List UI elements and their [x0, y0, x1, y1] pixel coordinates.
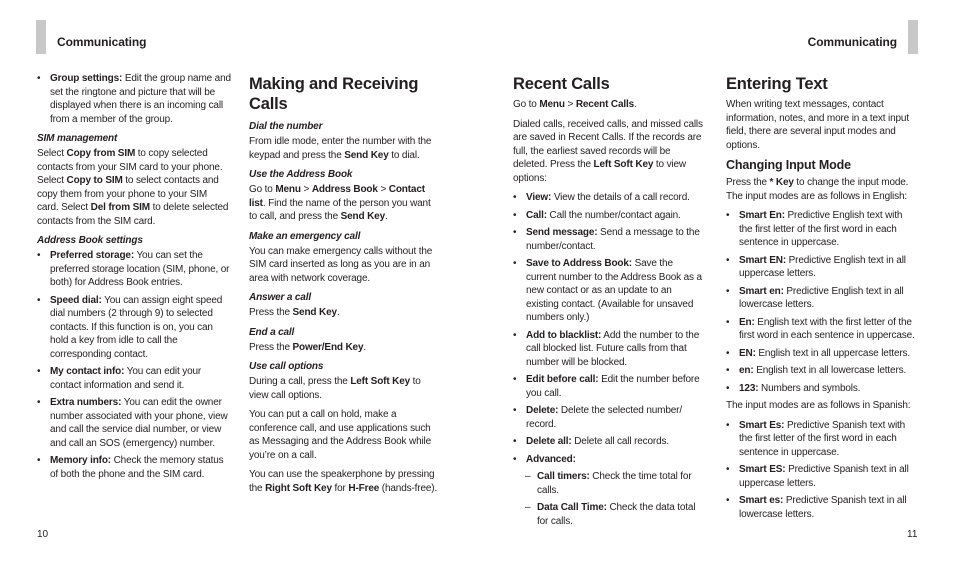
- bullet-item: [726, 316, 918, 343]
- text-run: >: [377, 184, 389, 195]
- bullet-list: [37, 72, 231, 126]
- bullet-list: [513, 191, 705, 528]
- bullet-item: [37, 396, 231, 450]
- item-description: Check the memory status of both the phone and the SIM card.: [50, 455, 224, 480]
- text-run: The input modes are as follows in Spanish:: [726, 400, 911, 411]
- paragraph: [726, 176, 918, 203]
- topic-heading: Use call options: [249, 361, 324, 372]
- item-term: Delete all:: [526, 436, 572, 447]
- paragraph: [249, 341, 439, 355]
- key-term: Send Key: [340, 211, 385, 222]
- item-term: Add to blacklist:: [526, 329, 602, 341]
- item-term: Smart es:: [739, 495, 784, 506]
- item-description: Predictive Spanish text in all uppercase letters.: [739, 464, 909, 489]
- bullet-item: [513, 453, 705, 467]
- item-description: Edit the number before you call.: [526, 374, 700, 399]
- bullet-item: [513, 209, 705, 223]
- text-run: Press the: [249, 341, 293, 353]
- bullet-item: [726, 285, 918, 312]
- item-description: English text in all lowercase letters.: [753, 365, 907, 376]
- bullet-item: [726, 382, 918, 396]
- bullet-item: [726, 347, 918, 361]
- text-run: >: [300, 184, 312, 195]
- bullet-item: [513, 404, 705, 431]
- text-run: to view options:: [513, 159, 686, 184]
- topic-heading: Answer a call: [249, 292, 311, 303]
- item-description: Predictive English text with the first letter of the first word in each sentence in uppercase.: [739, 210, 903, 248]
- paragraph: [249, 135, 439, 162]
- key-term: Left Soft Key: [593, 159, 654, 170]
- item-description: You can set the preferred storage location (SIM, phone, or both) for Address Book entries.: [50, 250, 230, 288]
- bullet-list: [726, 419, 918, 522]
- item-description: Check the data total for calls.: [537, 502, 696, 527]
- item-term: Smart ES:: [739, 464, 786, 475]
- text-run: >: [564, 99, 576, 110]
- bullet-item: [513, 373, 705, 400]
- key-term: Power/End Key: [292, 341, 364, 353]
- section-title: Making and Receiving Calls: [249, 75, 419, 113]
- item-term: Extra numbers:: [50, 397, 122, 408]
- item-description: You can edit the owner number associated with your phone, view and call the service dial number, or view and call an SOS (emergency) number.: [50, 397, 228, 449]
- key-term: Right Soft Key: [265, 482, 332, 494]
- bullet-item: [726, 419, 918, 460]
- paragraph: [249, 408, 439, 462]
- item-term: Group settings:: [50, 73, 123, 84]
- key-term: Contact list: [249, 184, 425, 209]
- bullet-item: [513, 257, 705, 325]
- key-term: Copy from SIM: [66, 148, 136, 159]
- bullet-item: [726, 463, 918, 490]
- bullet-item: [37, 249, 231, 290]
- item-term: Send message:: [526, 227, 598, 238]
- left-running-header: Communicating: [57, 35, 147, 49]
- paragraph: [726, 399, 918, 413]
- text-run: to copy selected contacts from your SIM card to your phone. Select: [37, 148, 223, 186]
- right-page-number: 11: [907, 529, 918, 540]
- paragraph: [249, 468, 439, 495]
- bullet-item: [513, 226, 705, 253]
- item-term: Advanced:: [526, 453, 576, 465]
- key-term: * Key: [769, 177, 794, 188]
- bullet-item: [726, 254, 918, 281]
- text-run: Press the: [726, 177, 770, 188]
- text-run: When writing text messages, contact information, notes, and more in a text input field, there are several input modes and options.: [726, 99, 909, 151]
- paragraph: [249, 375, 439, 402]
- item-term: Preferred storage:: [50, 250, 134, 261]
- item-description: View the details of a call record.: [551, 192, 690, 203]
- bullet-item: [37, 72, 231, 126]
- item-term: Smart en:: [739, 285, 784, 297]
- item-term: en:: [739, 365, 754, 376]
- paragraph: [726, 98, 918, 152]
- left-page-number: 10: [37, 529, 49, 540]
- item-term: Call:: [526, 209, 547, 221]
- topic-heading: Use the Address Book: [249, 169, 353, 180]
- text-run: .: [384, 211, 388, 222]
- key-term: Menu: [539, 99, 565, 110]
- item-description: English text in all uppercase letters.: [755, 347, 911, 359]
- item-term: Save to Address Book:: [526, 258, 632, 269]
- key-term: Del from SIM: [90, 202, 150, 213]
- item-term: My contact info:: [50, 366, 125, 377]
- topic-heading: Dial the number: [249, 121, 323, 132]
- item-term: Speed dial:: [50, 294, 102, 306]
- text-run: Dialed calls, received calls, and missed calls are saved in Recent Calls. If the records are full, the earliest saved records will be deleted. Press the: [513, 118, 703, 170]
- bullet-item: [726, 209, 918, 250]
- item-description: Delete all call records.: [571, 436, 669, 447]
- key-term: Recent Calls: [575, 99, 635, 110]
- paragraph: [513, 98, 705, 112]
- item-term: Smart En:: [739, 210, 785, 221]
- text-run: .: [363, 341, 367, 353]
- paragraph: [37, 147, 231, 228]
- text-run: From idle mode, enter the number with the keypad and press the: [249, 136, 432, 161]
- text-run: Press the: [249, 307, 293, 318]
- bullet-item: [513, 435, 705, 449]
- item-term: 123:: [739, 382, 759, 394]
- bullet-item: [37, 294, 231, 362]
- bullet-item: [726, 494, 918, 521]
- text-run: You can make emergency calls without the SIM card inserted as long as you are in an area with network coverage.: [249, 245, 433, 284]
- text-run: .: [634, 99, 637, 110]
- topic-heading: Make an emergency call: [249, 230, 361, 242]
- item-term: Delete:: [526, 405, 559, 416]
- bullet-item: [726, 364, 918, 378]
- text-run: to change the input mode. The input modes are as follows in English:: [726, 177, 909, 202]
- bullet-list: [37, 249, 231, 481]
- text-run: Select: [37, 148, 67, 159]
- subsection-title: Changing Input Mode: [726, 158, 851, 172]
- text-run: You can put a call on hold, make a conference call, and use applications such as Messaging and the Address Book while you’re on a call.: [249, 409, 432, 461]
- item-term: En:: [739, 316, 755, 328]
- text-run: Go to: [249, 184, 276, 195]
- item-description: English text with the first letter of the first word in each sentence in uppercase.: [739, 316, 915, 341]
- left-edge-tab: [36, 20, 46, 54]
- item-description: You can assign eight speed dial numbers (2 through 9) to selected contacts. If this function is on, you can hold a key from idle to call the corresponding contact.: [50, 294, 223, 360]
- item-term: EN:: [739, 347, 756, 359]
- key-term: Left Soft Key: [350, 376, 411, 387]
- right-column-1: [513, 72, 705, 532]
- text-run: to view call options.: [249, 376, 421, 401]
- topic-heading: Address Book settings: [37, 235, 143, 246]
- text-run: to delete selected contacts from the SIM card.: [37, 202, 229, 227]
- item-term: Memory info:: [50, 455, 111, 466]
- paragraph: [249, 245, 439, 286]
- paragraph: [249, 306, 439, 320]
- paragraph: [249, 183, 439, 224]
- right-edge-tab: [908, 20, 918, 54]
- text-run: (hands-free).: [379, 482, 438, 494]
- item-term: Edit before call:: [526, 374, 599, 385]
- text-run: During a call, press the: [249, 376, 351, 387]
- item-term: Smart EN:: [739, 254, 786, 266]
- item-description: Predictive Spanish text in all lowercase letters.: [739, 495, 907, 520]
- item-description: Delete the selected number/ record.: [526, 405, 682, 430]
- key-term: H-Free: [348, 482, 380, 494]
- item-description: Predictive English text in all lowercase letters.: [739, 285, 904, 310]
- key-term: Copy to SIM: [66, 175, 123, 186]
- item-description: You can edit your contact information and send it.: [50, 366, 202, 391]
- section-title: Recent Calls: [513, 75, 610, 93]
- right-column-2: [726, 72, 918, 525]
- item-term: Call timers:: [537, 471, 590, 482]
- sub-item: [513, 470, 705, 497]
- item-description: Check the time total for calls.: [537, 471, 692, 496]
- topic-heading: SIM management: [37, 133, 118, 144]
- bullet-item: [37, 365, 231, 392]
- key-term: Menu: [275, 184, 301, 195]
- item-description: Call the number/contact again.: [546, 209, 681, 221]
- bullet-item: [37, 454, 231, 481]
- key-term: Send Key: [292, 307, 337, 318]
- item-description: Predictive English text in all uppercase letters.: [739, 254, 906, 279]
- key-term: Address Book: [311, 184, 378, 195]
- text-run: Go to: [513, 99, 540, 110]
- left-column-1: [37, 72, 231, 485]
- text-run: .: [336, 307, 340, 318]
- item-term: View:: [526, 192, 552, 203]
- text-run: for: [331, 482, 349, 494]
- text-run: to dial.: [388, 149, 420, 161]
- left-column-2: [249, 72, 439, 501]
- bullet-list: [726, 209, 918, 395]
- section-title: Entering Text: [726, 75, 828, 93]
- item-term: Smart Es:: [739, 419, 785, 431]
- item-description: Save the current number to the Address Book as a new contact or as an update to an existing contact. (Available for unsaved numbers only.): [526, 258, 702, 323]
- key-term: Send Key: [344, 149, 389, 161]
- sub-item: [513, 501, 705, 528]
- bullet-item: [513, 191, 705, 205]
- item-description: Add the number to the call blocked list. Future calls from that number will be blocked.: [526, 329, 700, 368]
- paragraph: [513, 118, 705, 186]
- text-run: to select contacts and copy them from your phone to your SIM card. Select: [37, 175, 219, 213]
- item-term: Data Call Time:: [537, 502, 607, 513]
- item-description: Predictive Spanish text with the first letter of the first word in each sentence in uppercase.: [739, 419, 906, 458]
- item-description: Numbers and symbols.: [758, 382, 861, 394]
- item-description: Edit the group name and set the ringtone and picture that will be displayed when there is an incoming call from a member of the group.: [50, 73, 231, 125]
- text-run: You can use the speakerphone by pressing the: [249, 469, 435, 494]
- bullet-item: [513, 329, 705, 370]
- item-description: Send a message to the number/contact.: [526, 227, 700, 252]
- right-running-header: Communicating: [807, 35, 897, 49]
- topic-heading: End a call: [249, 326, 295, 338]
- text-run: . Find the name of the person you want to call, and press the: [249, 197, 431, 222]
